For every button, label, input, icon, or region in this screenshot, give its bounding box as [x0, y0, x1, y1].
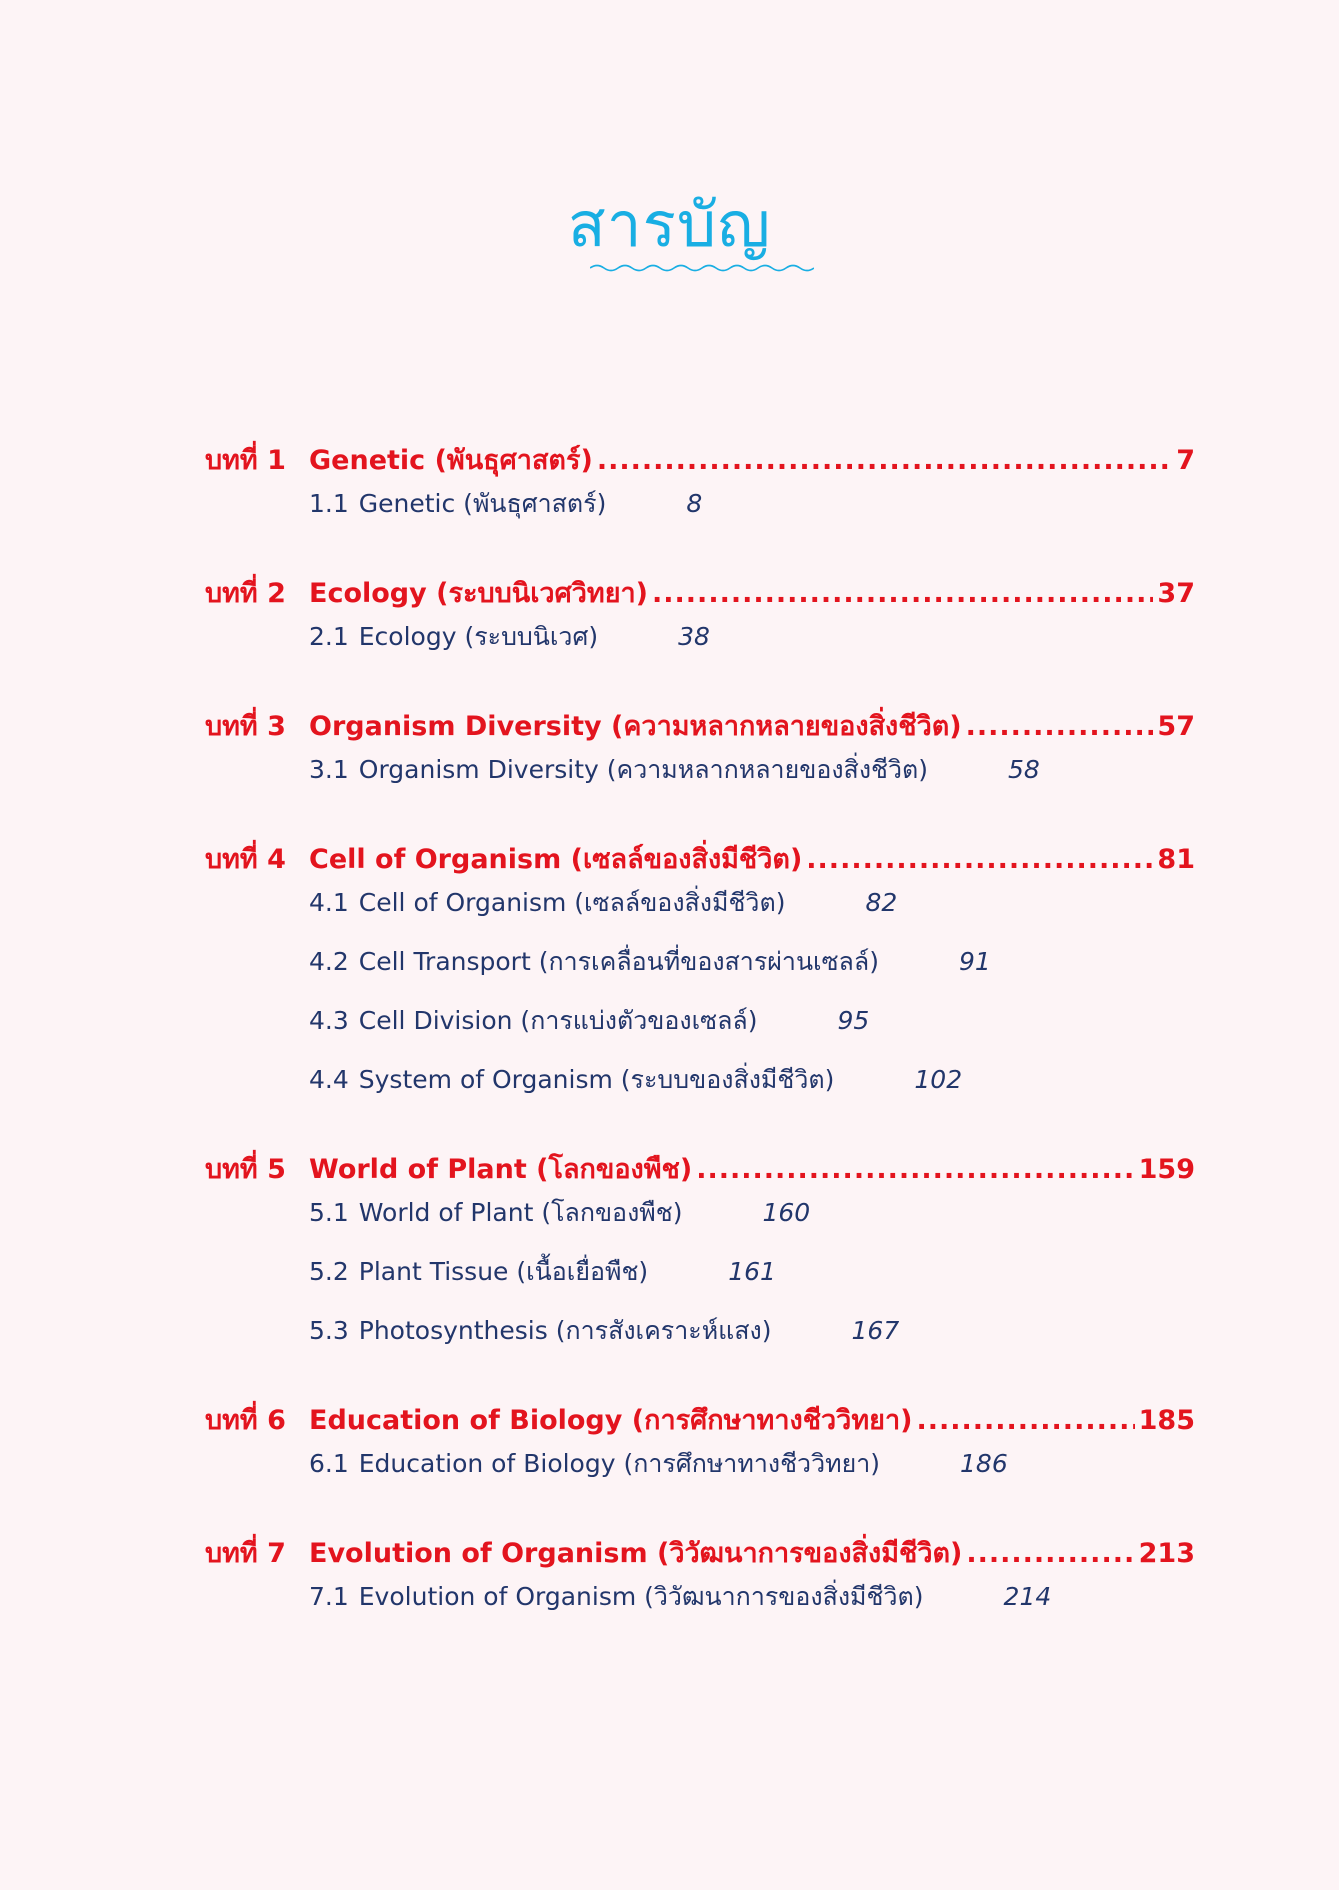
section-number: 2.1	[309, 622, 349, 651]
chapter-label: บทที่ 3	[205, 711, 286, 742]
section-title: Cell of Organism (เซลล์ของสิ่งมีชีวิต)	[358, 888, 786, 917]
chapter-label: บทที่ 6	[205, 1405, 286, 1436]
title-wave-decoration	[590, 262, 814, 274]
chapter-title: Ecology (ระบบนิเวศวิทยา)	[309, 578, 649, 609]
section-page-number: 102	[914, 1065, 963, 1094]
chapter-label: บทที่ 5	[205, 1154, 286, 1185]
chapter-1	[205, 438, 1195, 543]
section-title: Cell Division (การแบ่งตัวของเซลล์)	[358, 1006, 758, 1035]
chapter-page-number: 81	[1157, 844, 1195, 875]
chapter-label: บทที่ 7	[205, 1538, 286, 1569]
section-entry[interactable]	[205, 750, 1195, 809]
section-entry[interactable]	[205, 1001, 1195, 1060]
section-title: Education of Biology (การศึกษาทางชีววิทยา)	[358, 1449, 881, 1478]
section-number: 5.1	[309, 1198, 349, 1227]
section-number: 7.1	[309, 1582, 349, 1611]
section-entry[interactable]	[205, 942, 1195, 1001]
section-number: 1.1	[309, 489, 349, 518]
chapter-heading[interactable]	[205, 438, 1195, 484]
chapter-title: Genetic (พันธุศาสตร์)	[309, 445, 593, 476]
dot-leader	[696, 1154, 1134, 1185]
section-number: 3.1	[309, 755, 349, 784]
section-page-number: 8	[686, 489, 703, 518]
section-title: System of Organism (ระบบของสิ่งมีชีวิต)	[358, 1065, 835, 1094]
chapter-title: Organism Diversity (ความหลากหลายของสิ่งชีวิต)	[309, 711, 962, 742]
chapter-7	[205, 1531, 1195, 1636]
section-entry[interactable]	[205, 617, 1195, 676]
chapter-page-number: 57	[1157, 711, 1195, 742]
section-page-number: 167	[851, 1316, 900, 1345]
section-page-number: 161	[728, 1257, 776, 1286]
section-title: Cell Transport (การเคลื่อนที่ของสารผ่านเซลล์)	[358, 947, 879, 976]
section-number: 4.4	[309, 1065, 349, 1094]
chapter-6	[205, 1398, 1195, 1503]
chapter-heading[interactable]	[205, 837, 1195, 883]
section-entry[interactable]	[205, 484, 1195, 543]
chapter-heading[interactable]	[205, 1147, 1195, 1193]
page-title: สารบัญ	[567, 188, 772, 261]
section-page-number: 186	[960, 1449, 1008, 1478]
section-entry[interactable]	[205, 1577, 1195, 1636]
section-number: 6.1	[309, 1449, 349, 1478]
table-of-contents	[205, 438, 1195, 1664]
chapter-title: World of Plant (โลกของพืช)	[309, 1154, 693, 1185]
section-entry[interactable]	[205, 1444, 1195, 1503]
section-title: Plant Tissue (เนื้อเยื่อพืช)	[358, 1257, 649, 1286]
section-title: Evolution of Organism (วิวัฒนาการของสิ่งมีชีวิต)	[358, 1582, 924, 1611]
section-number: 4.2	[309, 947, 349, 976]
section-entry[interactable]	[205, 1252, 1195, 1311]
section-page-number: 95	[837, 1006, 870, 1035]
chapter-page-number: 213	[1138, 1538, 1195, 1569]
dot-leader	[966, 711, 1154, 742]
section-page-number: 38	[678, 622, 710, 651]
section-number: 5.2	[309, 1257, 349, 1286]
chapter-3	[205, 704, 1195, 809]
section-title: Organism Diversity (ความหลากหลายของสิ่งชีวิต)	[358, 755, 929, 784]
chapter-2	[205, 571, 1195, 676]
chapter-label: บทที่ 2	[205, 578, 286, 609]
dot-leader	[652, 578, 1153, 609]
chapter-page-number: 159	[1138, 1154, 1195, 1185]
section-page-number: 58	[1008, 755, 1040, 784]
chapter-heading[interactable]	[205, 704, 1195, 750]
chapter-label: บทที่ 4	[205, 844, 286, 875]
chapter-title: Cell of Organism (เซลล์ของสิ่งมีชีวิต)	[309, 844, 803, 875]
dot-leader	[597, 445, 1172, 476]
section-entry[interactable]	[205, 883, 1195, 942]
chapter-label: บทที่ 1	[205, 445, 286, 476]
chapter-heading[interactable]	[205, 571, 1195, 617]
chapter-5	[205, 1147, 1195, 1370]
chapter-heading[interactable]	[205, 1531, 1195, 1577]
section-page-number: 214	[1003, 1582, 1052, 1611]
section-title: Photosynthesis (การสังเคราะห์แสง)	[358, 1316, 772, 1345]
chapter-title: Evolution of Organism (วิวัฒนาการของสิ่งมีชีวิต)	[309, 1538, 963, 1569]
section-page-number: 91	[958, 947, 991, 976]
dot-leader	[806, 844, 1153, 875]
section-title: World of Plant (โลกของพืช)	[358, 1198, 683, 1227]
section-number: 4.1	[309, 888, 349, 917]
title-wrap	[0, 190, 1339, 260]
section-number: 4.3	[309, 1006, 349, 1035]
dot-leader	[916, 1405, 1134, 1436]
section-page-number: 160	[762, 1198, 811, 1227]
section-entry[interactable]	[205, 1060, 1195, 1119]
section-entry[interactable]	[205, 1311, 1195, 1370]
dot-leader	[966, 1538, 1134, 1569]
chapter-page-number: 7	[1176, 445, 1195, 476]
section-entry[interactable]	[205, 1193, 1195, 1252]
section-page-number: 82	[865, 888, 898, 917]
chapter-title: Education of Biology (การศึกษาทางชีววิทยา)	[309, 1405, 913, 1436]
chapter-4	[205, 837, 1195, 1119]
chapter-page-number: 37	[1157, 578, 1195, 609]
section-title: Ecology (ระบบนิเวศ)	[358, 622, 599, 651]
section-number: 5.3	[309, 1316, 349, 1345]
chapter-heading[interactable]	[205, 1398, 1195, 1444]
chapter-page-number: 185	[1138, 1405, 1195, 1436]
section-title: Genetic (พันธุศาสตร์)	[358, 489, 607, 518]
